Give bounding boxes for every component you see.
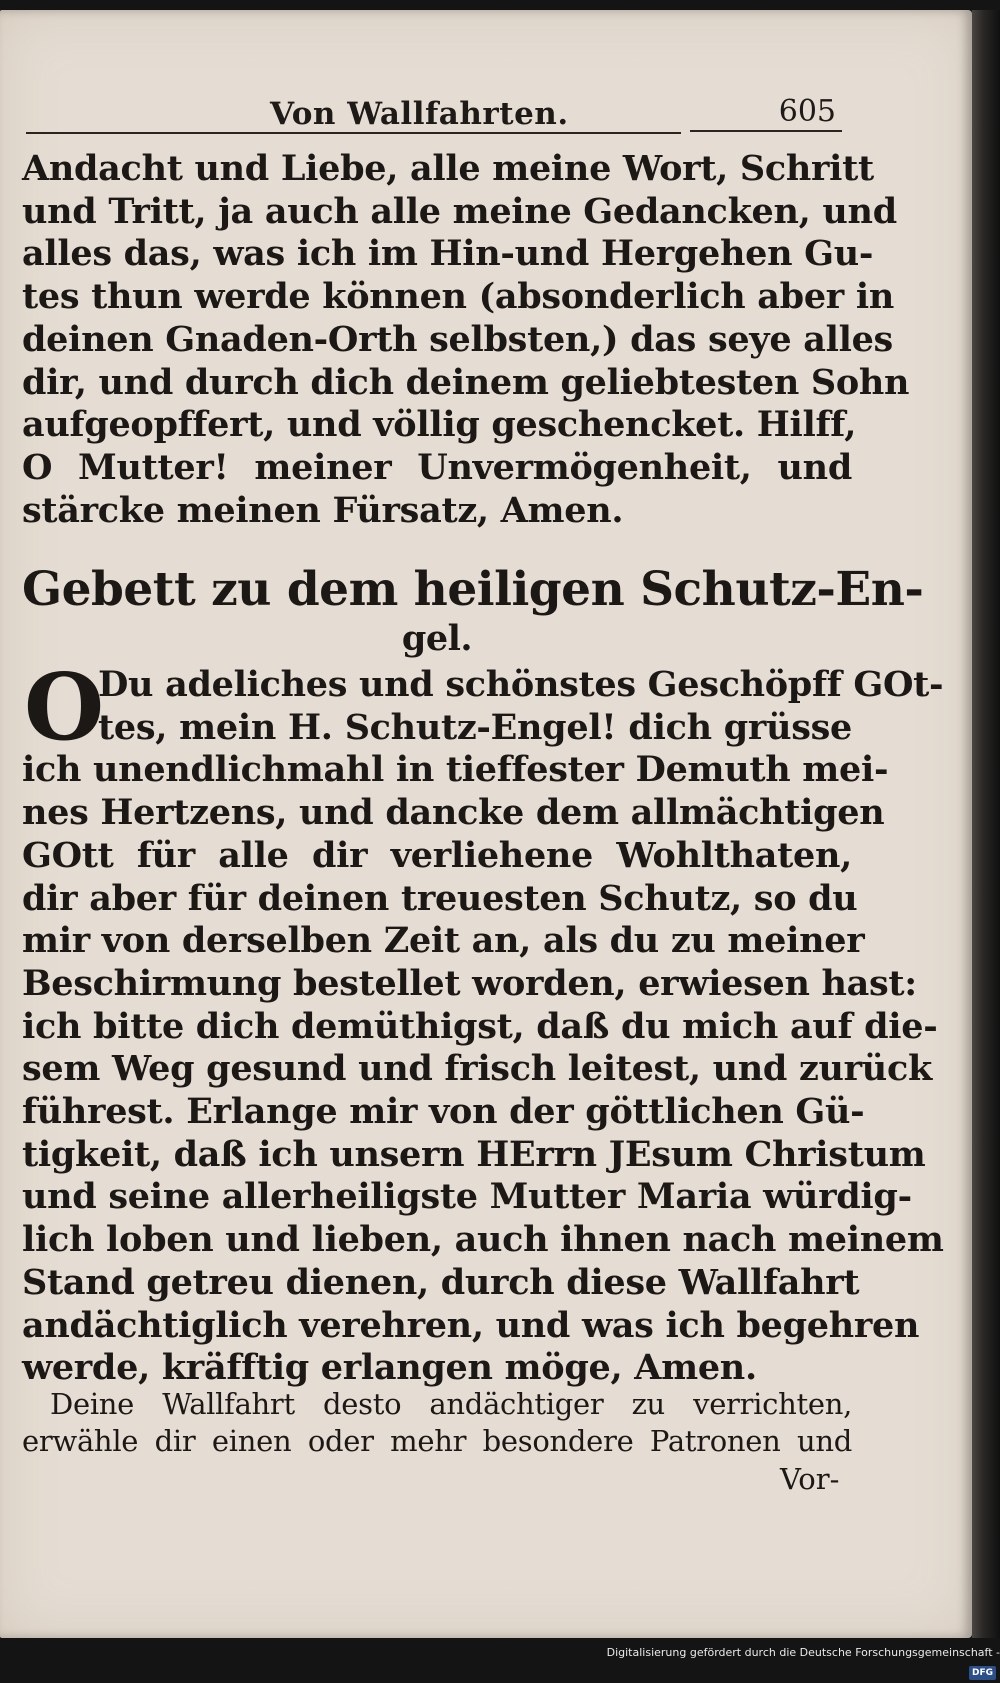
text-line: tes, mein H. Schutz-Engel! dich grüsse [98, 706, 852, 748]
text-line: führest. Erlange mir von der göttlichen Gü- [22, 1091, 865, 1133]
text-line: tigkeit, daß ich unsern HErrn JEsum Christum [22, 1133, 926, 1175]
paragraph-instruction [22, 1386, 852, 1460]
dfg-logo-icon: DFG [969, 1666, 996, 1680]
text-line: Andacht und Liebe, alle meine Wort, Schritt [22, 148, 874, 189]
text-line: lich loben und lieben, auch ihnen nach meinem [22, 1219, 944, 1261]
drop-cap: O [24, 653, 105, 761]
catchword: Vor- [780, 1462, 840, 1496]
text-line: sem Weg gesund und frisch leitest, und zurück [22, 1048, 932, 1090]
text-line: und Tritt, ja auch alle meine Gedancken, und [22, 190, 897, 232]
section-heading-line: Gebett zu dem heiligen Schutz-En- [22, 562, 924, 617]
footer-credit: Digitalisierung gefördert durch die Deutsche Forschungsgemeinschaft - [606, 1646, 1000, 1659]
running-header-title: Von Wallfahrten. [270, 96, 569, 132]
section-heading-line: gel. [401, 618, 473, 659]
text-line: tes thun werde können (absonderlich aber in [22, 276, 894, 318]
digitization-footer [600, 1643, 1000, 1678]
text-line: ich bitte dich demüthigst, daß du mich auf die- [22, 1005, 938, 1047]
text-line: Stand getreu dienen, durch diese Wallfahrt [22, 1261, 860, 1303]
text-line: GOtt für alle dir verliehene Wohlthaten, [22, 834, 852, 876]
text-line: ich unendlichmahl in tieffester Demuth mei- [22, 749, 889, 791]
text-line: und seine allerheiligste Mutter Maria würdig- [22, 1176, 912, 1218]
header-rule-left [26, 132, 681, 134]
running-header [20, 90, 842, 140]
text-line: dir aber für deinen treuesten Schutz, so du [22, 877, 858, 919]
text-line: alles das, was ich im Hin-und Hergehen Gu- [22, 233, 874, 275]
text-line: mir von derselben Zeit an, als du zu meiner [22, 920, 865, 962]
header-rule-right [690, 130, 842, 132]
paragraph-continued-prayer [22, 148, 910, 532]
text-line: O Mutter! meiner Unvermögenheit, und [22, 446, 852, 488]
text-line: andächtiglich verehren, und was ich begehren [22, 1304, 920, 1346]
text-line: deinen Gnaden-Orth selbsten,) das seye alles [22, 318, 893, 360]
page-edge [972, 10, 1000, 1638]
page-number: 605 [778, 94, 836, 129]
text-line: dir, und durch dich deinem geliebtesten Sohn [22, 361, 910, 403]
text-line: stärcke meinen Fürsatz, Amen. [22, 489, 624, 531]
text-line: Du adeliches und schönstes Geschöpff GOt- [98, 664, 944, 705]
text-line: aufgeopffert, und völlig geschencket. Hilff, [22, 404, 857, 446]
text-line: nes Hertzens, und dancke dem allmächtigen [22, 792, 885, 834]
text-line: werde, kräfftig erlangen möge, Amen. [22, 1347, 757, 1389]
paragraph-guardian-angel-prayer [22, 653, 944, 1390]
section-heading [22, 562, 924, 660]
text-line: Beschirmung bestellet worden, erwiesen hast: [22, 962, 917, 1004]
text-line: Deine Wallfahrt desto andächtiger zu verrichten, [50, 1387, 852, 1421]
text-line: erwähle dir einen oder mehr besondere Patronen und [22, 1424, 852, 1458]
